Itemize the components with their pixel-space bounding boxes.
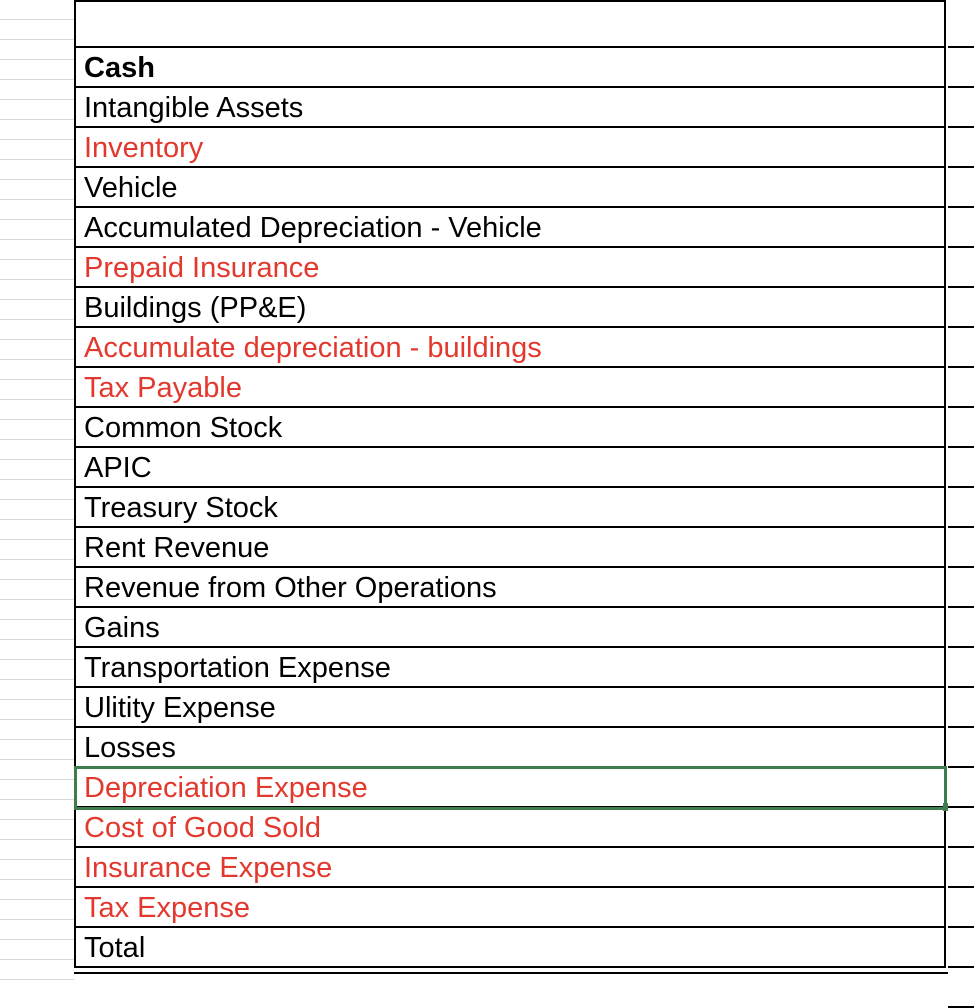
table-row[interactable] (74, 368, 946, 408)
column-gridline (948, 966, 974, 968)
table-row[interactable] (74, 88, 946, 128)
column-gridline (948, 926, 974, 928)
cell-label: Buildings (PP&E) (84, 292, 307, 324)
column-gridline (948, 486, 974, 488)
cell-label: Losses (84, 732, 176, 764)
column-gridline (948, 86, 974, 88)
column-gridline (948, 326, 974, 328)
cell-label: Treasury Stock (84, 492, 278, 524)
table-row[interactable] (74, 928, 946, 968)
column-gridline (948, 726, 974, 728)
table-row[interactable] (74, 288, 946, 328)
column-gridline (948, 606, 974, 608)
table-row[interactable] (74, 528, 946, 568)
cell-label: Intangible Assets (84, 92, 304, 124)
table-row[interactable] (74, 888, 946, 928)
cell-label: Accumulate depreciation - buildings (84, 332, 542, 364)
cell-label: Depreciation Expense (84, 772, 368, 804)
column-gridline (948, 566, 974, 568)
table-row[interactable] (74, 648, 946, 688)
row-margin-gridlines (0, 0, 74, 998)
cell-label: Inventory (84, 132, 204, 164)
table-row[interactable] (74, 208, 946, 248)
table-row[interactable] (74, 768, 946, 808)
column-gridline (948, 286, 974, 288)
column-gridline (948, 646, 974, 648)
column-gridline (948, 126, 974, 128)
table-row[interactable] (74, 0, 946, 48)
cell-label: Accumulated Depreciation - Vehicle (84, 212, 542, 244)
cell-label: Common Stock (84, 412, 283, 444)
cell-label: Rent Revenue (84, 532, 270, 564)
cell-label: Insurance Expense (84, 852, 333, 884)
cell-label: Ulitity Expense (84, 692, 276, 724)
cell-label: Cost of Good Sold (84, 812, 321, 844)
cell-label: Transportation Expense (84, 652, 391, 684)
column-gridline (948, 366, 974, 368)
table-row[interactable] (74, 728, 946, 768)
column-gridline (948, 766, 974, 768)
column-gridline (948, 846, 974, 848)
column-gridline (948, 806, 974, 808)
column-gridline (948, 686, 974, 688)
cell-label: Tax Expense (84, 892, 251, 924)
adjacent-column[interactable] (948, 0, 974, 998)
column-gridline (948, 406, 974, 408)
table-row[interactable] (74, 488, 946, 528)
column-gridline (948, 526, 974, 528)
cell-label: APIC (84, 452, 152, 484)
table-row[interactable] (74, 248, 946, 288)
cell-label: Revenue from Other Operations (84, 572, 497, 604)
table-row[interactable] (74, 688, 946, 728)
table-row[interactable] (74, 568, 946, 608)
table-row[interactable] (74, 448, 946, 488)
cell-label: Cash (84, 52, 155, 84)
table-row[interactable] (74, 608, 946, 648)
table-row[interactable] (74, 48, 946, 88)
column-gridline (948, 886, 974, 888)
table-row[interactable] (74, 168, 946, 208)
table-row[interactable] (74, 808, 946, 848)
column-gridline (948, 46, 974, 48)
column-gridline (948, 206, 974, 208)
column-gridline (948, 446, 974, 448)
cell-label: Total (84, 932, 146, 964)
table-row[interactable] (74, 848, 946, 888)
row-divider (74, 972, 948, 974)
spreadsheet-grid (74, 0, 948, 998)
column-gridline (948, 166, 974, 168)
cell-label: Gains (84, 612, 160, 644)
cell-label: Tax Payable (84, 372, 242, 404)
column-gridline (948, 246, 974, 248)
table-row[interactable] (74, 408, 946, 448)
cell-label: Vehicle (84, 172, 178, 204)
table-row[interactable] (74, 328, 946, 368)
cell-label: Prepaid Insurance (84, 252, 320, 284)
table-row[interactable] (74, 128, 946, 168)
